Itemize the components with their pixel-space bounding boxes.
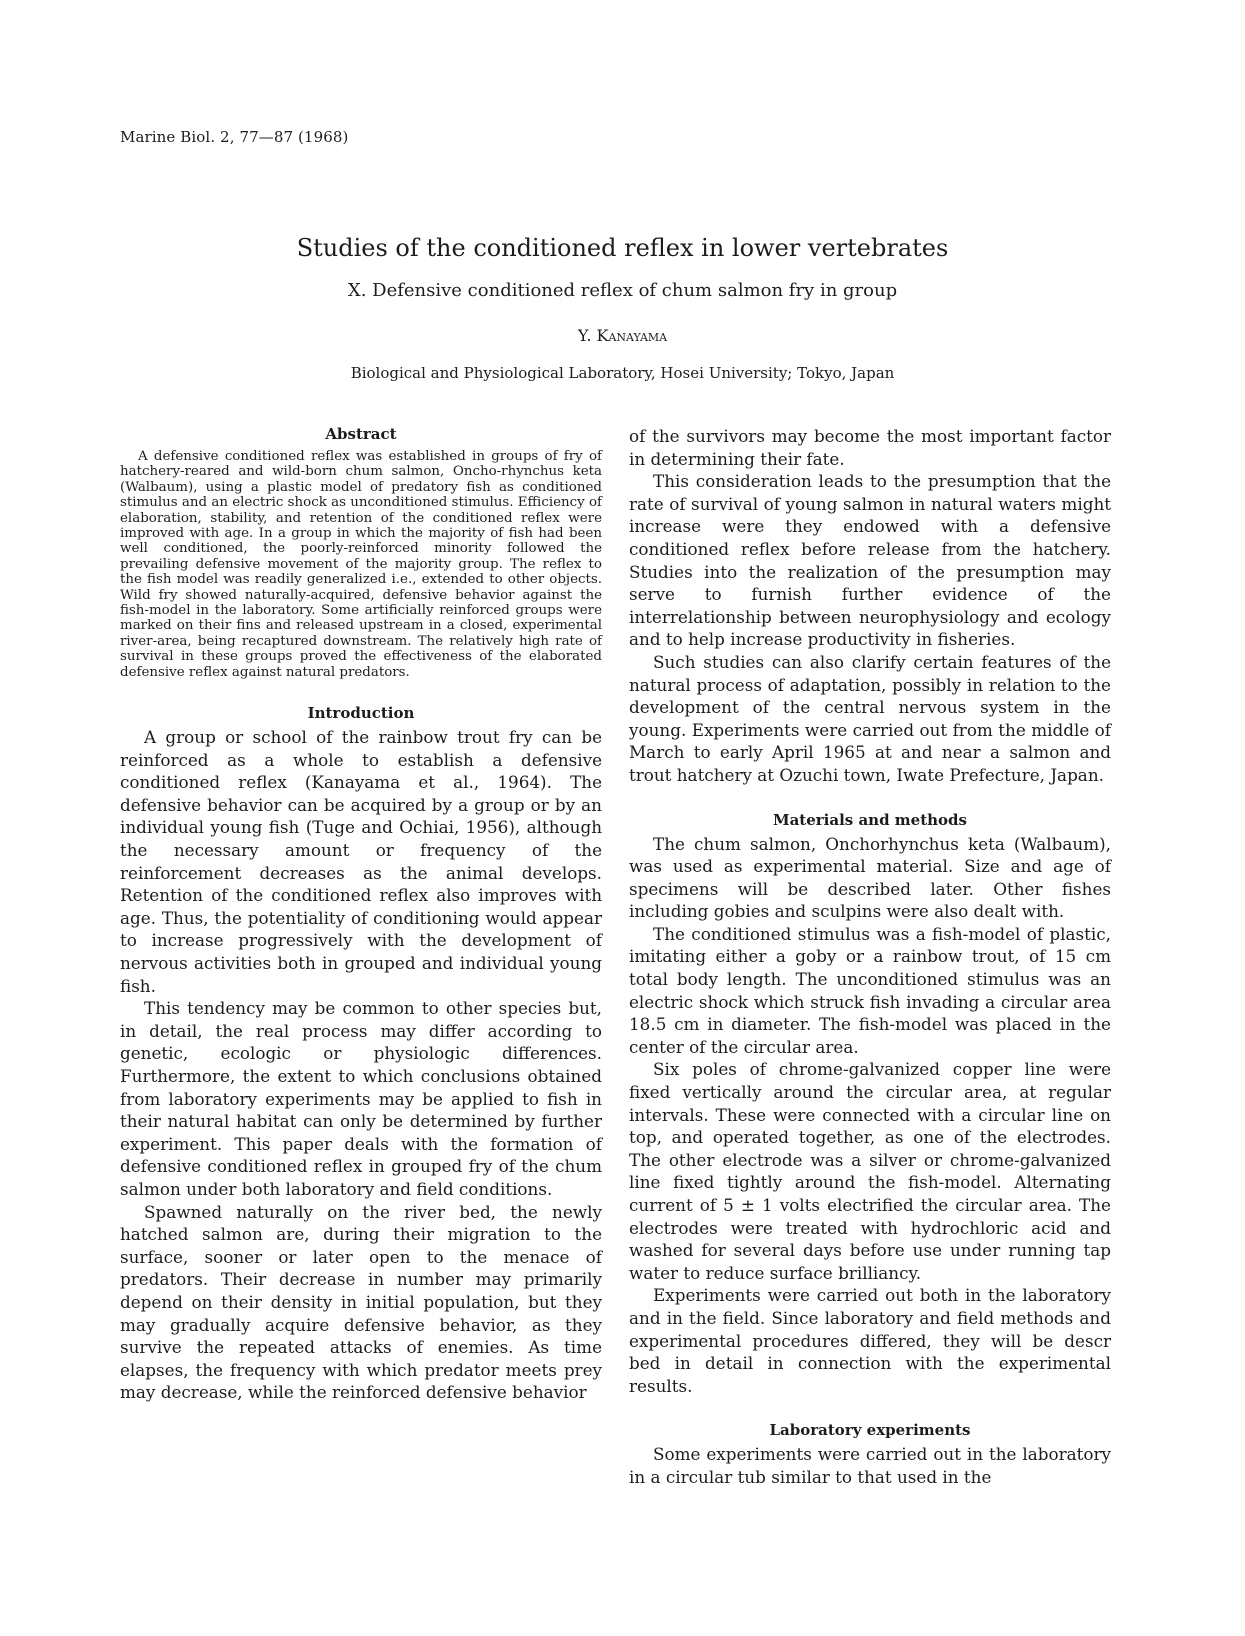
materials-paragraph-4: Experiments were carried out both in the laboratory and in the field. Since laboratory and field methods and experimental procedures differed, they will be descr bed in detail in connection with the experimental results.: [629, 1285, 1111, 1396]
left-column: [120, 425, 602, 1404]
materials-heading: Materials and methods: [772, 810, 967, 829]
article-title: Studies of the conditioned reflex in lower vertebrates: [296, 234, 949, 262]
intro-paragraph-4: This consideration leads to the presumption that the rate of survival of young salmon in natural waters might increase were they endowed with a defensive conditioned reflex before release from the hatchery. Studies into the realization of the presumption may serve to furnish further evidence of the interrelationship between neurophysiology and ecology and to help increase productivity in fisheries.: [629, 471, 1111, 650]
author-surname: Kanayama: [596, 326, 668, 345]
intro-paragraph-3: Spawned naturally on the river bed, the newly hatched salmon are, during their migration to the surface, sooner or later open to the menace of predators. Their decrease in number may primarily depend on their density in initial population, but they may gradually acquire defensive behavior, as they survive the repeated attacks of enemies. As time elapses, the frequency with which predator meets prey may decrease, while the reinforced defensive behavior: [120, 1201, 602, 1403]
abstract-heading: Abstract: [325, 425, 397, 443]
intro-paragraph-2: This tendency may be common to other species but, in detail, the real process may differ according to genetic, ecologic or physiologic differences. Furthermore, the extent to which conclusions obtained from laboratory experiments may be applied to fish in their natural habitat can only be determined by further experiment. This paper deals with the formation of defensive conditioned reflex in grouped fry of the chum salmon under both laboratory and field conditions.: [120, 998, 602, 1199]
materials-paragraph-2: The conditioned stimulus was a fish-model of plastic, imitating either a goby or a rainbow trout, of 15 cm total body length. The unconditioned stimulus was an electric shock which struck fish invading a circular area 18.5 cm in diameter. The fish-model was placed in the center of the circular area.: [629, 923, 1111, 1057]
journal-citation: Marine Biol. 2, 77—87 (1968): [120, 128, 349, 146]
author-line: [0, 326, 1245, 345]
author-initial: Y.: [577, 326, 597, 345]
laboratory-heading: Laboratory experiments: [769, 1421, 971, 1440]
right-column: [629, 425, 1111, 1489]
intro-paragraph-3-continued: of the survivors may become the most important factor in determining their fate.: [629, 426, 1111, 469]
materials-paragraph-1: The chum salmon, Onchorhynchus keta (Walbaum), was used as experimental material. Size and age of specimens will be described later. Other fishes including gobies and sculpins were also dealt with.: [629, 833, 1111, 922]
laboratory-paragraph-1: Some experiments were carried out in the laboratory in a circular tub similar to that used in the: [629, 1444, 1111, 1487]
introduction-heading: Introduction: [307, 704, 415, 723]
author-affiliation: Biological and Physiological Laboratory, Hosei University; Tokyo, Japan: [350, 364, 895, 382]
abstract-text: A defensive conditioned reflex was established in groups of fry of hatchery-reared and wild-born chum salmon, Oncho-rhynchus keta (Walbaum), using a plastic model of predatory fish as conditioned stimulus and an electric shock as unconditioned stimulus. Efficiency of elaboration, stability, and retention of the conditioned reflex were improved with age. In a group in which the majority of fish had been well conditioned, the poorly-reinforced minority followed the prevailing defensive movement of the majority group. The reflex to the fish model was readily generalized i.e., extended to other objects. Wild fry showed naturally-acquired, defensive behavior against the fish-model in the laboratory. Some artificially reinforced groups were marked on their fins and released upstream in a closed, experimental river-area, being recaptured downstream. The relatively high rate of survival in these groups proved the effectiveness of the elaborated defensive reflex against natural predators.: [120, 449, 602, 680]
intro-paragraph-1: A group or school of the rainbow trout fry can be reinforced as a whole to establish a defensive conditioned reflex (Kanayama et al., 1964). The defensive behavior can be acquired by a group or by an individual young fish (Tuge and Ochiai, 1956), although the necessary amount or frequency of the reinforcement decreases as the animal develops. Retention of the conditioned reflex also improves with age. Thus, the potentiality of conditioning would appear to increase progressively with the development of nervous activities both in grouped and individual young fish.: [120, 727, 602, 996]
intro-paragraph-5: Such studies can also clarify certain features of the natural process of adaptation, possibly in relation to the development of the central nervous system in the young. Experiments were carried out from the middle of March to early April 1965 at and near a salmon and trout hatchery at Ozuchi town, Iwate Prefecture, Japan.: [629, 651, 1111, 785]
article-subtitle: X. Defensive conditioned reflex of chum salmon fry in group: [347, 280, 898, 301]
materials-paragraph-3: Six poles of chrome-galvanized copper line were fixed vertically around the circular area, at regular intervals. These were connected with a circular line on top, and operated together, as one of the electrodes. The other electrode was a silver or chrome-galvanized line fixed tightly around the fish-model. Alternating current of 5 ± 1 volts electrified the circular area. The electrodes were treated with hydrochloric acid and washed for several days before use under running tap water to reduce surface brilliancy.: [629, 1059, 1111, 1283]
